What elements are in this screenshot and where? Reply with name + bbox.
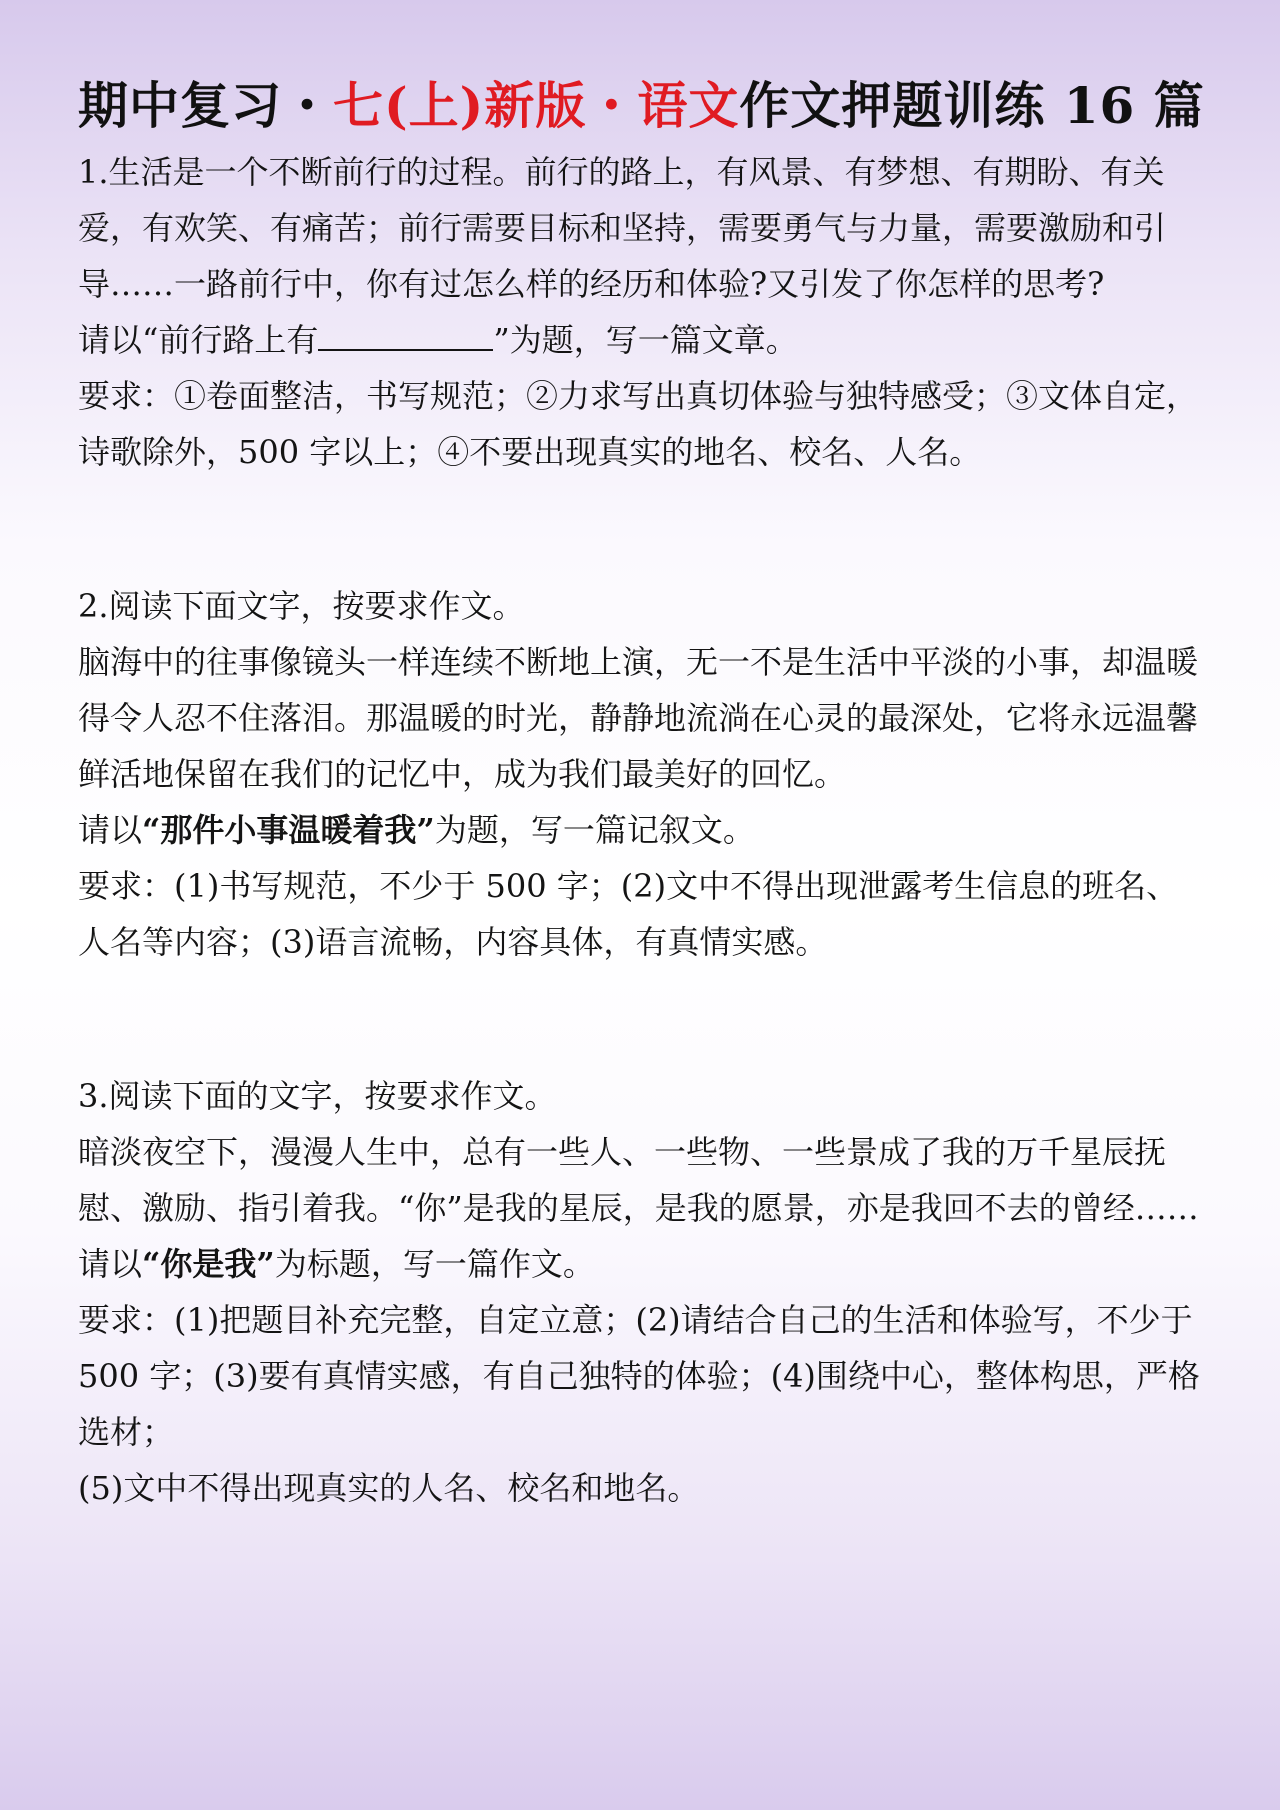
task-text-after: ”为题，写一篇文章。	[493, 321, 798, 359]
essay-prompt-3	[78, 1068, 1202, 1516]
title-part-2-highlight: 七(上)新版・语文	[333, 76, 740, 135]
title-part-3: 作文押题训练 16 篇	[739, 76, 1205, 135]
essay-title: “你是我”	[142, 1245, 275, 1283]
title-part-1: 期中复习・	[78, 76, 333, 135]
prompt-text: 1.生活是一个不断前行的过程。前行的路上，有风景、有梦想、有期盼、有关爱，有欢笑、有痛苦；前行需要目标和坚持，需要勇气与力量，需要激励和引导……一路前行中，你有过怎么样的经历和体验?又引发了你怎样的思考?	[78, 153, 1167, 303]
prompt-intro: 3.阅读下面的文字，按要求作文。	[78, 1077, 557, 1115]
requirements-text: 要求：(1)把题目补充完整，自定立意；(2)请结合自己的生活和体验写，不少于 500 字；(3)要有真情实感，有自己独特的体验；(4)围绕中心，整体构思，严格选材；	[78, 1301, 1200, 1451]
task-line	[78, 802, 1202, 858]
prompt-intro: 2.阅读下面文字，按要求作文。	[78, 587, 525, 625]
requirements-text: 要求：(1)书写规范，不少于 500 字；(2)文中不得出现泄露考生信息的班名、人名等内容；(3)语言流畅，内容具体，有真情实感。	[78, 867, 1179, 961]
task-text-before: 请以	[78, 811, 143, 849]
page-title	[78, 70, 1205, 142]
essay-title: “那件小事温暖着我”	[142, 811, 435, 849]
task-line	[78, 1236, 1202, 1292]
task-text-before: 请以“前行路上有	[78, 321, 319, 359]
fill-in-blank	[318, 319, 493, 351]
task-text-after: 为题，写一篇记叙文。	[434, 811, 755, 849]
task-text-after: 为标题，写一篇作文。	[274, 1245, 595, 1283]
requirements-text-extra: (5)文中不得出现真实的人名、校名和地名。	[78, 1469, 700, 1507]
essay-prompt-1	[78, 144, 1202, 480]
task-line	[78, 312, 1202, 368]
prompt-text: 暗淡夜空下，漫漫人生中，总有一些人、一些物、一些景成了我的万千星辰抚慰、激励、指引着我。“你”是我的星辰，是我的愿景，亦是我回不去的曾经……	[78, 1133, 1199, 1227]
essay-prompt-2	[78, 578, 1202, 970]
prompt-text: 脑海中的往事像镜头一样连续不断地上演，无一不是生活中平淡的小事，却温暖得令人忍不住落泪。那温暖的时光，静静地流淌在心灵的最深处，它将永远温馨鲜活地保留在我们的记忆中，成为我们最美好的回忆。	[78, 643, 1199, 793]
task-text-before: 请以	[78, 1245, 143, 1283]
requirements-text: 要求：①卷面整洁，书写规范；②力求写出真切体验与独特感受；③文体自定，诗歌除外，500 字以上；④不要出现真实的地名、校名、人名。	[78, 377, 1199, 471]
